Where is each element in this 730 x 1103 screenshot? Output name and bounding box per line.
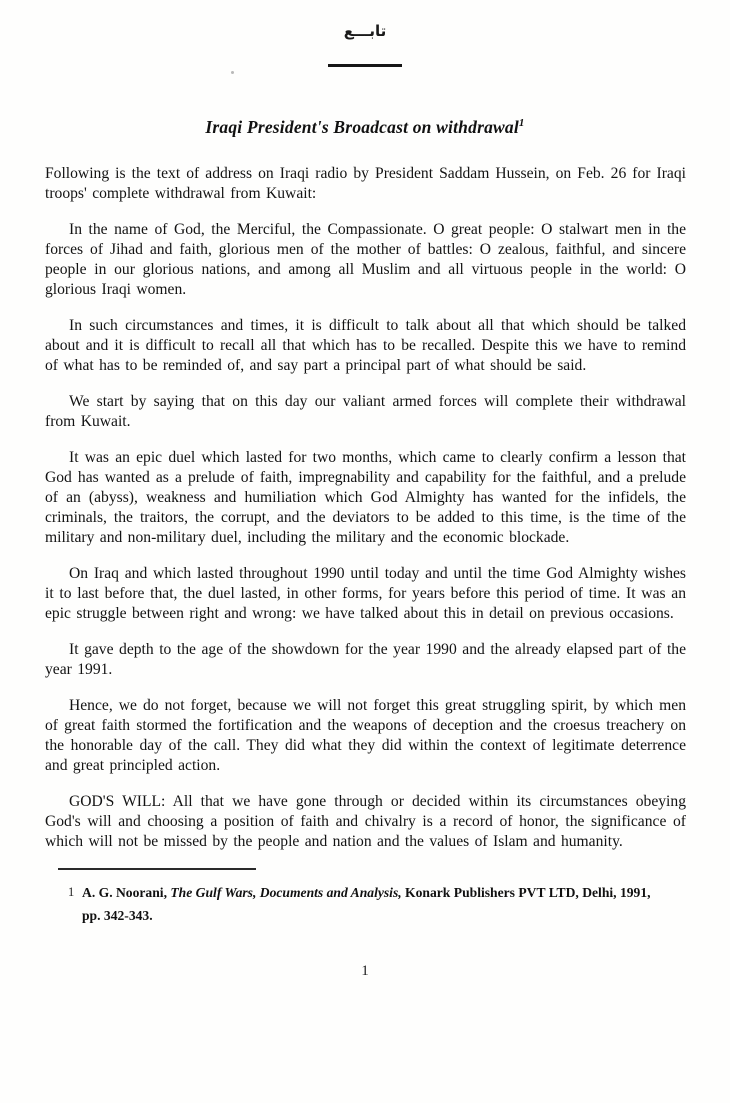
- scan-artifact-dot: [231, 71, 234, 74]
- paragraph-gods-will: GOD'S WILL: All that we have gone through or decided within its circumstances obeying God's will and choosing a position of faith and chivalry is a record of honor, the significance of which will not be missed by the people and nation and the values of Islam and humanity.: [45, 793, 686, 850]
- footnote-text: [82, 881, 670, 927]
- title-footnote-reference: 1: [518, 117, 525, 130]
- footnote-publisher: Konark Publishers PVT LTD, Delhi, 1991, pp. 342-343.: [82, 885, 651, 923]
- footnote: [68, 881, 670, 927]
- footnote-work-title: The Gulf Wars, Documents and Analysis,: [170, 885, 402, 900]
- footnote-marker: 1: [68, 885, 75, 899]
- paragraph-intro: Following is the text of address on Iraqi radio by President Saddam Hussein, on Feb. 26 for Iraqi troops' complete withdrawal from Kuwait:: [45, 165, 686, 202]
- paragraph: It was an epic duel which lasted for two months, which came to clearly confirm a lesson that God has wanted as a prelude of faith, impregnability and capability for the faithful, and a prelude of an (abyss), weakness and humiliation which God Almighty has wanted for the infidels, the criminals, the traitors, the corrupt, and the deviators to be added to this time, is the time of the military and non-military duel, including the military and the economic blockade.: [45, 449, 686, 546]
- arabic-continuation-mark: تابـــع: [343, 22, 387, 40]
- document-title: [0, 117, 730, 138]
- footnote-author: A. G. Noorani,: [82, 885, 167, 900]
- paragraph: In such circumstances and times, it is difficult to talk about all that which should be talked about and it is difficult to recall all that which has to be recalled. Despite this we have to remind of what has to be reminded of, and say part a principal part of what should be said.: [45, 317, 686, 374]
- header-divider: [328, 64, 402, 67]
- paragraph: It gave depth to the age of the showdown for the year 1990 and the already elapsed part of the year 1991.: [45, 641, 686, 678]
- page-number: 1: [361, 963, 369, 979]
- paragraph: Hence, we do not forget, because we will not forget this great struggling spirit, by which men of great faith stormed the fortification and the weapons of deception and the croesus treachery on the honorable day of the call. They did what they did within the context of legitimate deterrence and great principled action.: [45, 697, 686, 774]
- footnote-divider: [58, 868, 256, 870]
- paragraph: We start by saying that on this day our valiant armed forces will complete their withdrawal from Kuwait.: [45, 393, 686, 430]
- document-body: [45, 164, 686, 852]
- document-title-text: Iraqi President's Broadcast on withdrawal: [205, 117, 519, 137]
- paragraph: In the name of God, the Merciful, the Compassionate. O great people: O stalwart men in the forces of Jihad and faith, glorious men of the mother of battles: O zealous, faithful, and sincere people in our glorious nations, and among all Muslim and all virtuous people in the world: O glorious Iraqi women.: [45, 221, 686, 298]
- paragraph: On Iraq and which lasted throughout 1990 until today and until the time God Almighty wishes it to last before that, the duel lasted, in other forms, for years before this period of time. It was an epic struggle between right and wrong: we have talked about this in detail on previous occasions.: [45, 565, 686, 622]
